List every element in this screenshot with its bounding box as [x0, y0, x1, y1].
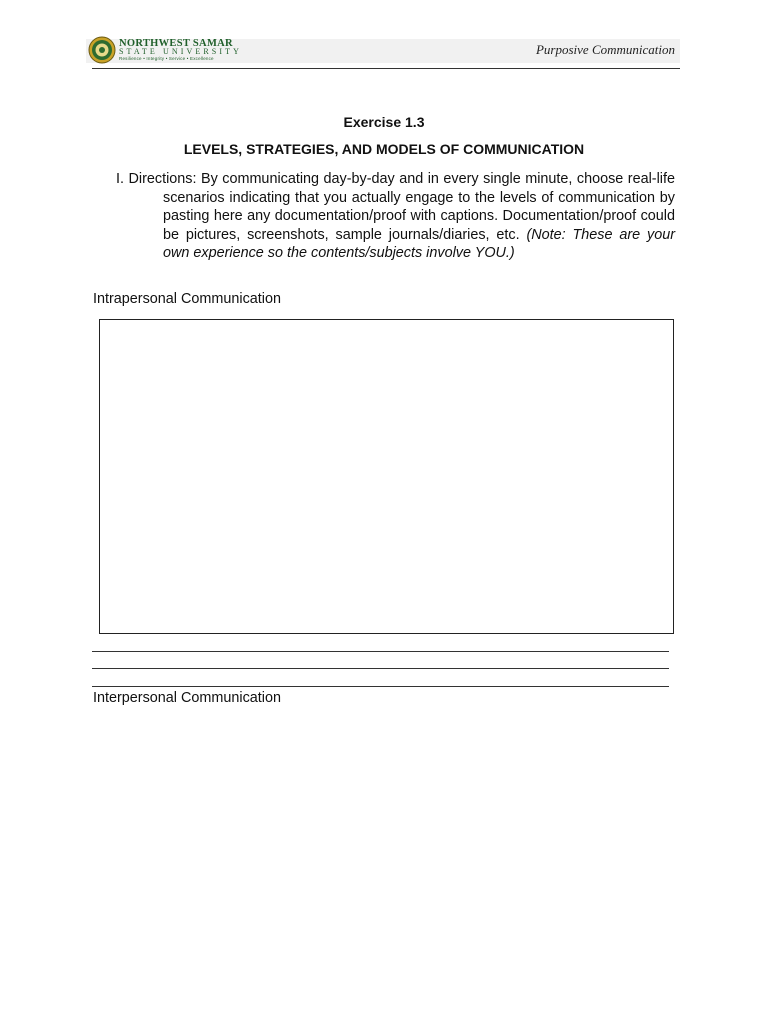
page-header: [86, 36, 680, 66]
university-subtitle: STATE UNIVERSITY: [119, 47, 242, 56]
directions-text: I. Directions: By communicating day-by-day and in every single minute, choose real-life scenarios indicating that you actually engage to the levels of communication by pasting here any documentation/proof with captions. Documentation/proof could be pictures, screenshots, sample journals/diaries, etc.: [116, 171, 675, 243]
directions-paragraph: [116, 170, 675, 263]
caption-line[interactable]: [92, 686, 669, 687]
interpersonal-label: Interpersonal Communication: [93, 690, 281, 706]
exercise-title: LEVELS, STRATEGIES, AND MODELS OF COMMUNICATION: [183, 141, 585, 157]
directions-note: (Note: These are your own experience so the contents/subjects involve YOU.): [163, 226, 675, 261]
documentation-box[interactable]: [99, 319, 674, 634]
caption-line[interactable]: [92, 668, 669, 669]
university-motto: Resilience • Integrity • Service • Excellence: [119, 56, 214, 61]
university-seal-icon: [88, 36, 116, 64]
course-title: Purposive Communication: [535, 42, 675, 57]
university-name: NORTHWEST SAMAR: [119, 38, 233, 49]
header-rule: [92, 68, 680, 69]
exercise-number: Exercise 1.3: [343, 114, 425, 130]
caption-line[interactable]: [92, 651, 669, 652]
intrapersonal-label: Intrapersonal Communication: [93, 291, 281, 307]
